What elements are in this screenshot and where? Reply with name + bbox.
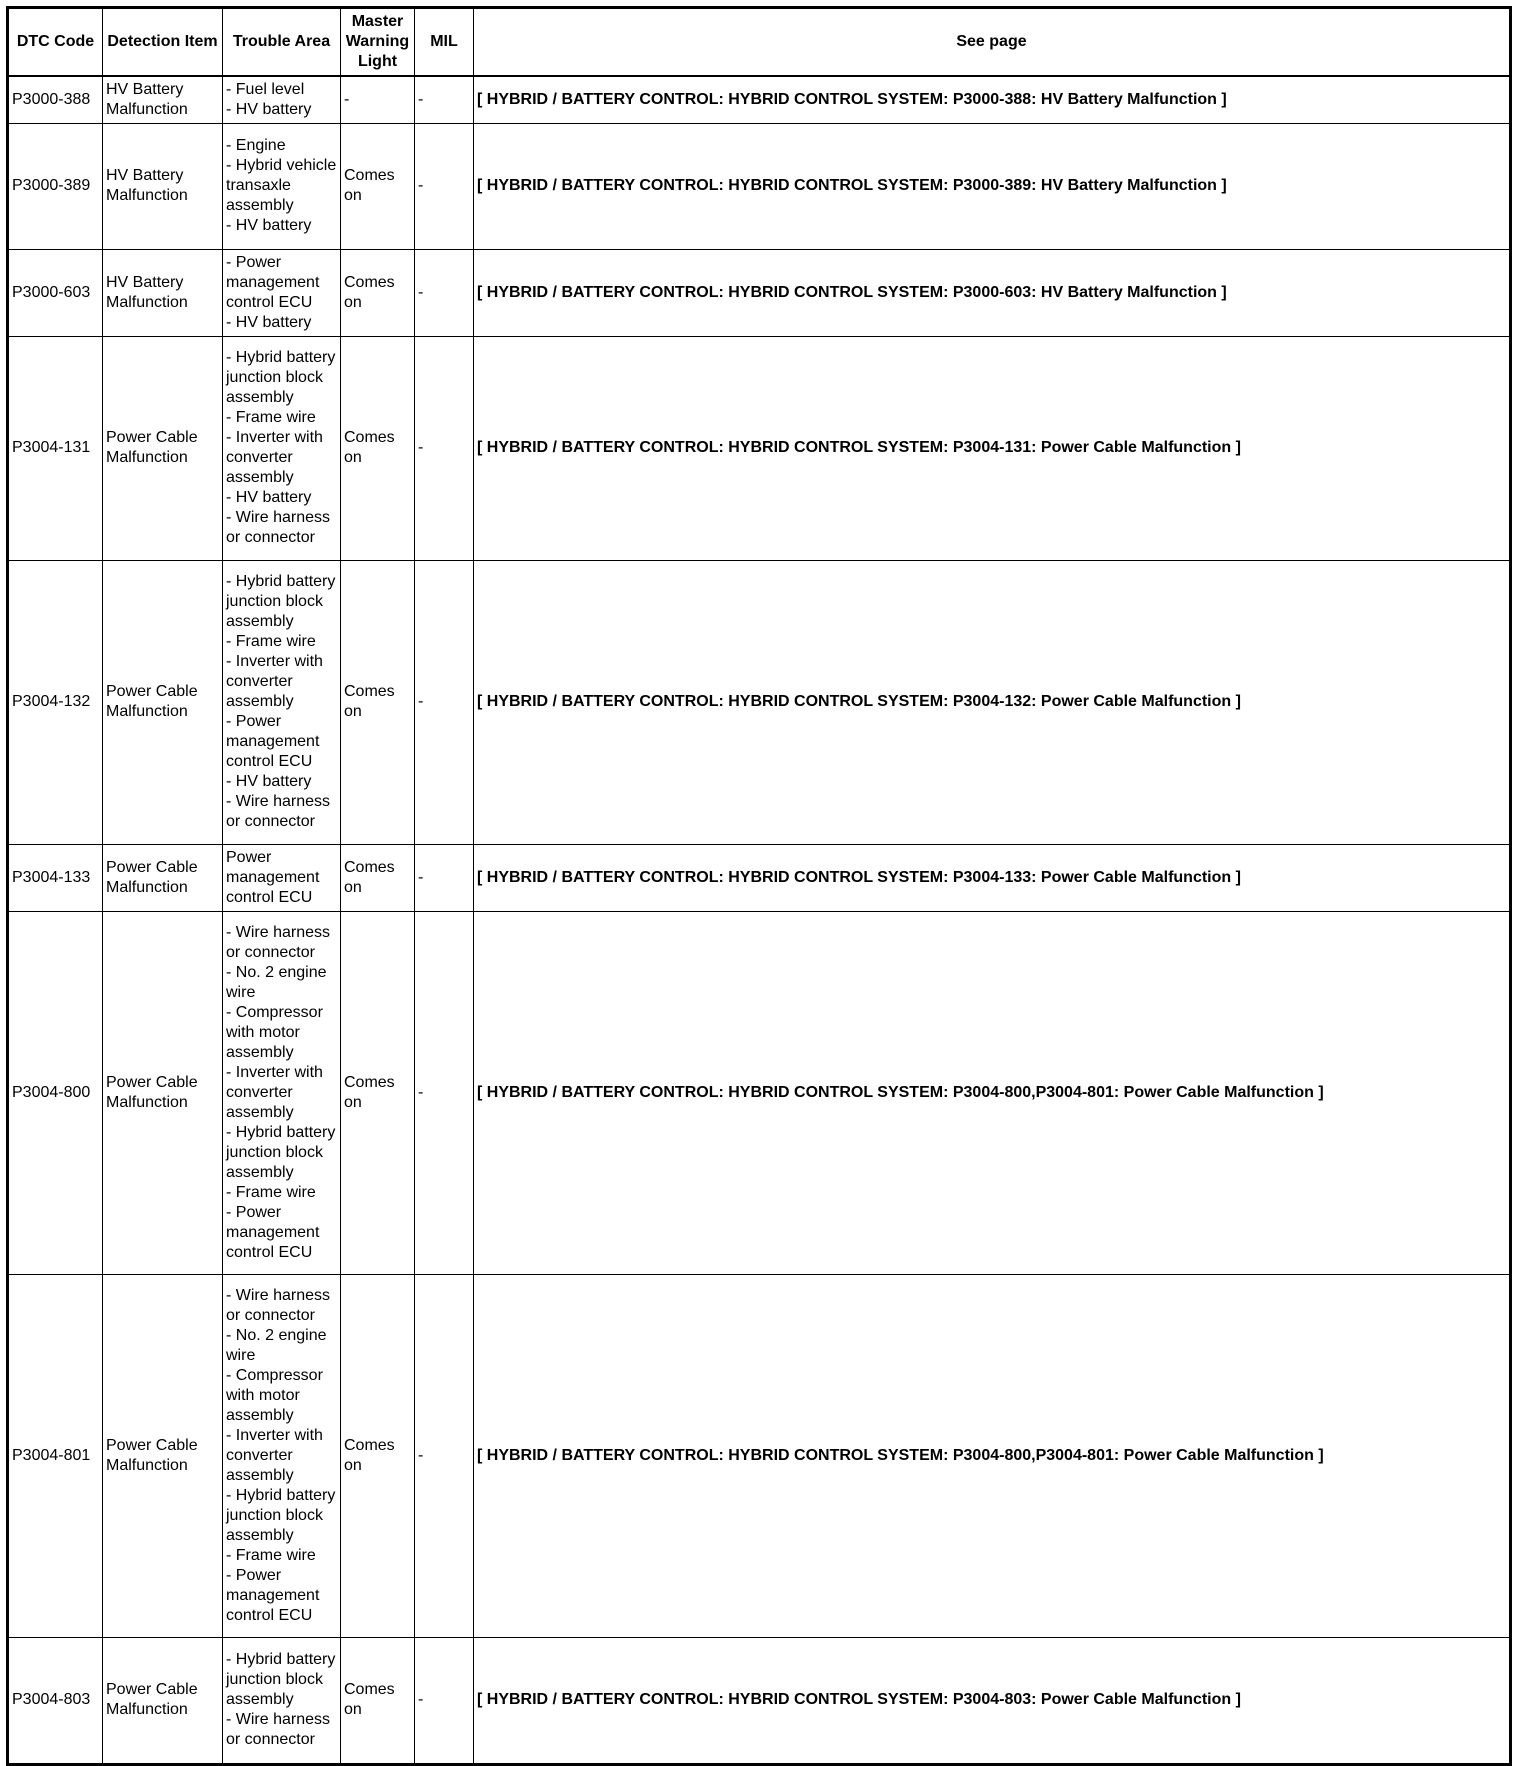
trouble-area-cell: - Wire harness or connector - No. 2 engine wire - Compressor with motor assembly - Inverter with converter assembly - Hybrid battery junction block assembly - Frame wire - Power management control ECU [223, 911, 341, 1274]
see-page-link[interactable]: [ HYBRID / BATTERY CONTROL: HYBRID CONTROL SYSTEM: P3004-132: Power Cable Malfunction ] [474, 560, 1511, 844]
master-warning-light-cell: Comes on [341, 336, 415, 560]
mil-cell: - [415, 76, 474, 123]
table-row [8, 1274, 1511, 1637]
mil-cell: - [415, 560, 474, 844]
table-row [8, 844, 1511, 911]
master-warning-light-cell: - [341, 76, 415, 123]
dtc-table-sheet [6, 6, 1512, 1766]
see-page-link[interactable]: [ HYBRID / BATTERY CONTROL: HYBRID CONTROL SYSTEM: P3004-800,P3004-801: Power Cable Malfunction ] [474, 1274, 1511, 1637]
header-mil: MIL [415, 8, 474, 77]
dtc-code-cell: P3000-389 [8, 123, 103, 249]
see-page-link[interactable]: [ HYBRID / BATTERY CONTROL: HYBRID CONTROL SYSTEM: P3004-800,P3004-801: Power Cable Malfunction ] [474, 911, 1511, 1274]
table-row [8, 76, 1511, 123]
see-page-link[interactable]: [ HYBRID / BATTERY CONTROL: HYBRID CONTROL SYSTEM: P3004-133: Power Cable Malfunction ] [474, 844, 1511, 911]
mil-cell: - [415, 1274, 474, 1637]
trouble-area-cell: Power management control ECU [223, 844, 341, 911]
trouble-area-cell: - Wire harness or connector - No. 2 engine wire - Compressor with motor assembly - Inverter with converter assembly - Hybrid battery junction block assembly - Frame wire - Power management control ECU [223, 1274, 341, 1637]
detection-item-cell: Power Cable Malfunction [103, 1637, 223, 1764]
see-page-link[interactable]: [ HYBRID / BATTERY CONTROL: HYBRID CONTROL SYSTEM: P3000-389: HV Battery Malfunction ] [474, 123, 1511, 249]
header-trouble-area: Trouble Area [223, 8, 341, 77]
mil-cell: - [415, 1637, 474, 1764]
detection-item-cell: HV Battery Malfunction [103, 249, 223, 336]
detection-item-cell: Power Cable Malfunction [103, 844, 223, 911]
trouble-area-cell: - Hybrid battery junction block assembly - Frame wire - Inverter with converter assembly - Power management control ECU - HV battery - Wire harness or connector [223, 560, 341, 844]
dtc-code-cell: P3004-801 [8, 1274, 103, 1637]
trouble-area-cell: - Power management control ECU - HV battery [223, 249, 341, 336]
dtc-code-cell: P3000-388 [8, 76, 103, 123]
trouble-area-cell: - Fuel level - HV battery [223, 76, 341, 123]
table-row [8, 123, 1511, 249]
header-dtc-code: DTC Code [8, 8, 103, 77]
dtc-code-cell: P3004-131 [8, 336, 103, 560]
header-detection-item: Detection Item [103, 8, 223, 77]
master-warning-light-cell: Comes on [341, 911, 415, 1274]
dtc-table [6, 6, 1512, 1766]
mil-cell: - [415, 249, 474, 336]
detection-item-cell: Power Cable Malfunction [103, 336, 223, 560]
table-row [8, 1637, 1511, 1764]
table-row [8, 560, 1511, 844]
table-header-row [8, 8, 1511, 77]
mil-cell: - [415, 844, 474, 911]
dtc-code-cell: P3004-133 [8, 844, 103, 911]
dtc-code-cell: P3004-800 [8, 911, 103, 1274]
trouble-area-cell: - Hybrid battery junction block assembly - Wire harness or connector [223, 1637, 341, 1764]
master-warning-light-cell: Comes on [341, 844, 415, 911]
detection-item-cell: Power Cable Malfunction [103, 560, 223, 844]
detection-item-cell: Power Cable Malfunction [103, 1274, 223, 1637]
trouble-area-cell: - Engine - Hybrid vehicle transaxle assembly - HV battery [223, 123, 341, 249]
table-row [8, 249, 1511, 336]
dtc-code-cell: P3004-132 [8, 560, 103, 844]
trouble-area-cell: - Hybrid battery junction block assembly - Frame wire - Inverter with converter assembly - HV battery - Wire harness or connector [223, 336, 341, 560]
master-warning-light-cell: Comes on [341, 123, 415, 249]
table-row [8, 336, 1511, 560]
master-warning-light-cell: Comes on [341, 249, 415, 336]
detection-item-cell: HV Battery Malfunction [103, 76, 223, 123]
detection-item-cell: HV Battery Malfunction [103, 123, 223, 249]
header-master-warning-light: Master Warning Light [341, 8, 415, 77]
detection-item-cell: Power Cable Malfunction [103, 911, 223, 1274]
dtc-code-cell: P3004-803 [8, 1637, 103, 1764]
table-row [8, 911, 1511, 1274]
mil-cell: - [415, 911, 474, 1274]
see-page-link[interactable]: [ HYBRID / BATTERY CONTROL: HYBRID CONTROL SYSTEM: P3004-131: Power Cable Malfunction ] [474, 336, 1511, 560]
see-page-link[interactable]: [ HYBRID / BATTERY CONTROL: HYBRID CONTROL SYSTEM: P3000-603: HV Battery Malfunction ] [474, 249, 1511, 336]
mil-cell: - [415, 123, 474, 249]
master-warning-light-cell: Comes on [341, 560, 415, 844]
mil-cell: - [415, 336, 474, 560]
header-see-page: See page [474, 8, 1511, 77]
dtc-code-cell: P3000-603 [8, 249, 103, 336]
see-page-link[interactable]: [ HYBRID / BATTERY CONTROL: HYBRID CONTROL SYSTEM: P3004-803: Power Cable Malfunction ] [474, 1637, 1511, 1764]
master-warning-light-cell: Comes on [341, 1637, 415, 1764]
see-page-link[interactable]: [ HYBRID / BATTERY CONTROL: HYBRID CONTROL SYSTEM: P3000-388: HV Battery Malfunction ] [474, 76, 1511, 123]
master-warning-light-cell: Comes on [341, 1274, 415, 1637]
